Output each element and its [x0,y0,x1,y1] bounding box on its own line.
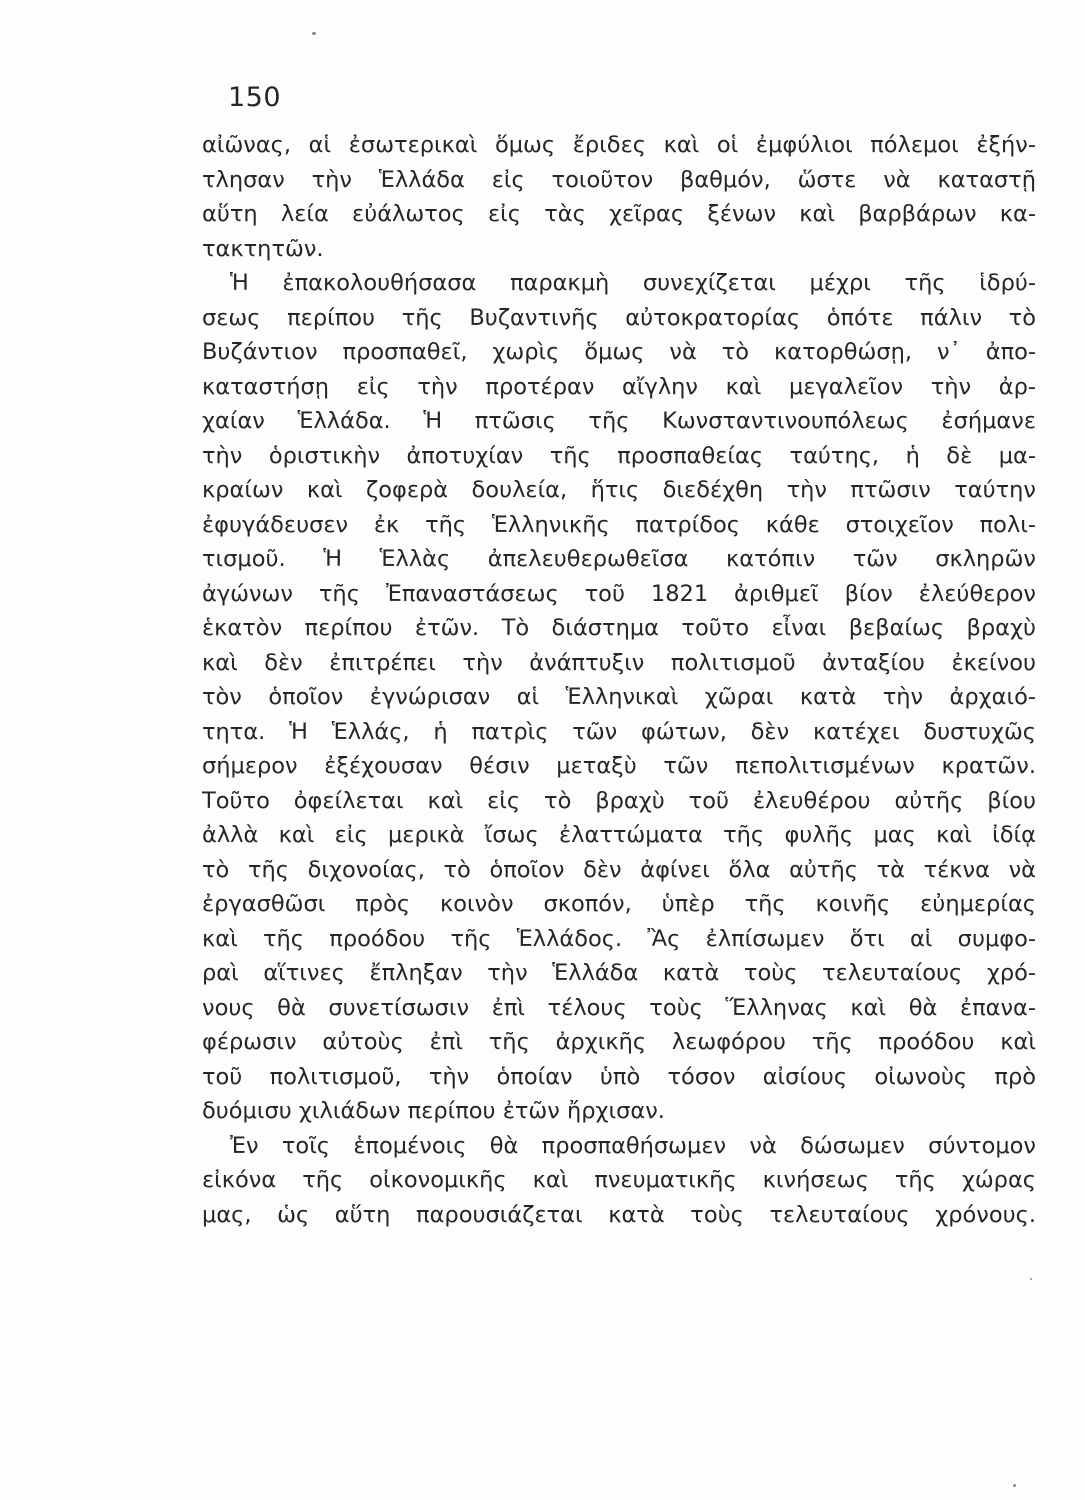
text-line: καὶ τῆς προόδου τῆς Ἑλλάδος. Ἂς ἐλπίσωμεν ὅτι αἱ συμφο- [202,925,1036,952]
text-line: εἰκόνα τῆς οἰκονομικῆς καὶ πνευματικῆς κινήσεως τῆς χώρας [202,1167,1036,1193]
speck [1030,1278,1032,1280]
text-line: Τοῦτο ὀφείλεται καὶ εἰς τὸ βραχὺ τοῦ ἐλευθέρου αὐτῆς βίου [202,787,1036,814]
text-line: σεως περίπου τῆς Βυζαντινῆς αὐτοκρατορίας ὁπότε πάλιν τὸ [202,304,1036,331]
page-number: 150 [228,82,282,113]
text-line: τισμοῦ. Ἡ Ἑλλὰς ἀπελευθερωθεῖσα κατόπιν τῶν σκληρῶν [202,546,1036,572]
text-line: τοῦ πολιτισμοῦ, τὴν ὁποίαν ὑπὸ τόσον αἰσίους οἰωνοὺς πρὸ [202,1063,1036,1090]
text-line: τὸν ὁποῖον ἐγνώρισαν αἱ Ἑλληνικαὶ χῶραι κατὰ τὴν ἀρχαιό- [202,684,1036,710]
text-line: φέρωσιν αὐτοὺς ἐπὶ τῆς ἀρχικῆς λεωφόρου τῆς προόδου καὶ [202,1029,1036,1055]
text-line: τλησαν τὴν Ἑλλάδα εἰς τοιοῦτον βαθμόν, ὥστε νὰ καταστῇ [202,166,1036,193]
text-line: τὸ τῆς διχονοίας, τὸ ὁποῖον δὲν ἀφίνει ὅλα αὐτῆς τὰ τέκνα νὰ [202,856,1036,883]
text-line: καὶ δὲν ἐπιτρέπει τὴν ἀνάπτυξιν πολιτισμοῦ ἀνταξίου ἐκείνου [202,649,1036,676]
text-line: νους θὰ συνετίσωσιν ἐπὶ τέλους τοὺς Ἕλληνας καὶ θὰ ἐπανα- [202,994,1036,1021]
text-line: Βυζάντιον προσπαθεῖ, χωρὶς ὅμως νὰ τὸ κατορθώσῃ, ν᾽ ἀπο- [202,339,1036,365]
text-line: ἐργασθῶσι πρὸς κοινὸν σκοπόν, ὑπὲρ τῆς κοινῆς εὐημερίας [202,891,1036,917]
text-line: τὴν ὁριστικὴν ἀποτυχίαν τῆς προσπαθείας ταύτης, ἡ δὲ μα- [202,442,1036,469]
text-line: σήμερον ἐξέχουσαν θέσιν μεταξὺ τῶν πεπολιτισμένων κρατῶν. [202,753,1036,779]
text-line: αἰῶνας, αἱ ἐσωτερικαὶ ὅμως ἔριδες καὶ οἱ ἐμφύλιοι πόλεμοι ἐξήν- [202,132,1036,158]
paragraph [202,1129,1036,1233]
text-line: κραίων καὶ ζοφερὰ δουλεία, ἥτις διεδέχθη τὴν πτῶσιν ταύτην [202,477,1036,503]
text-line: Ἡ ἐπακολουθήσασα παρακμὴ συνεχίζεται μέχρι τῆς ἱδρύ- [230,270,1036,296]
paragraph [202,128,1036,266]
text-line: τητα. Ἡ Ἑλλάς, ἡ πατρὶς τῶν φώτων, δὲν κατέχει δυστυχῶς [202,718,1036,745]
paragraph [202,266,1036,1129]
text-line: ἐφυγάδευσεν ἐκ τῆς Ἑλληνικῆς πατρίδος κάθε στοιχεῖον πολι- [202,511,1036,538]
text-line: ἑκατὸν περίπου ἐτῶν. Τὸ διάστημα τοῦτο εἶναι βεβαίως βραχὺ [202,615,1036,641]
text-line: Ἐν τοῖς ἑπομένοις θὰ προσπαθήσωμεν νὰ δώσωμεν σύντομον [230,1132,1036,1159]
text-line: ραὶ αἵτινες ἔπληξαν τὴν Ἑλλάδα κατὰ τοὺς τελευταίους χρό- [202,960,1036,986]
body-text [202,128,1036,1232]
text-line: αὕτη λεία εὐάλωτος εἰς τὰς χεῖρας ξένων καὶ βαρβάρων κα- [202,201,1036,227]
text-line: τακτητῶν. [202,235,324,262]
speck [1013,1484,1016,1487]
text-line: καταστήσῃ εἰς τὴν προτέραν αἴγλην καὶ μεγαλεῖον τὴν ἀρ- [202,373,1036,400]
text-line: μας, ὡς αὕτη παρουσιάζεται κατὰ τοὺς τελευταίους χρόνους. [202,1201,1036,1228]
text-line: χαίαν Ἑλλάδα. Ἡ πτῶσις τῆς Κωνσταντινουπόλεως ἐσήμανε [202,408,1036,434]
text-line: ἀγώνων τῆς Ἐπαναστάσεως τοῦ 1821 ἀριθμεῖ βίον ἐλεύθερον [202,580,1036,607]
text-line: δυόμισυ χιλιάδων περίπου ἐτῶν ἤρχισαν. [202,1098,665,1124]
text-line: ἀλλὰ καὶ εἰς μερικὰ ἴσως ἐλαττώματα τῆς φυλῆς μας καὶ ἰδίᾳ [202,822,1036,848]
speck [312,32,316,35]
